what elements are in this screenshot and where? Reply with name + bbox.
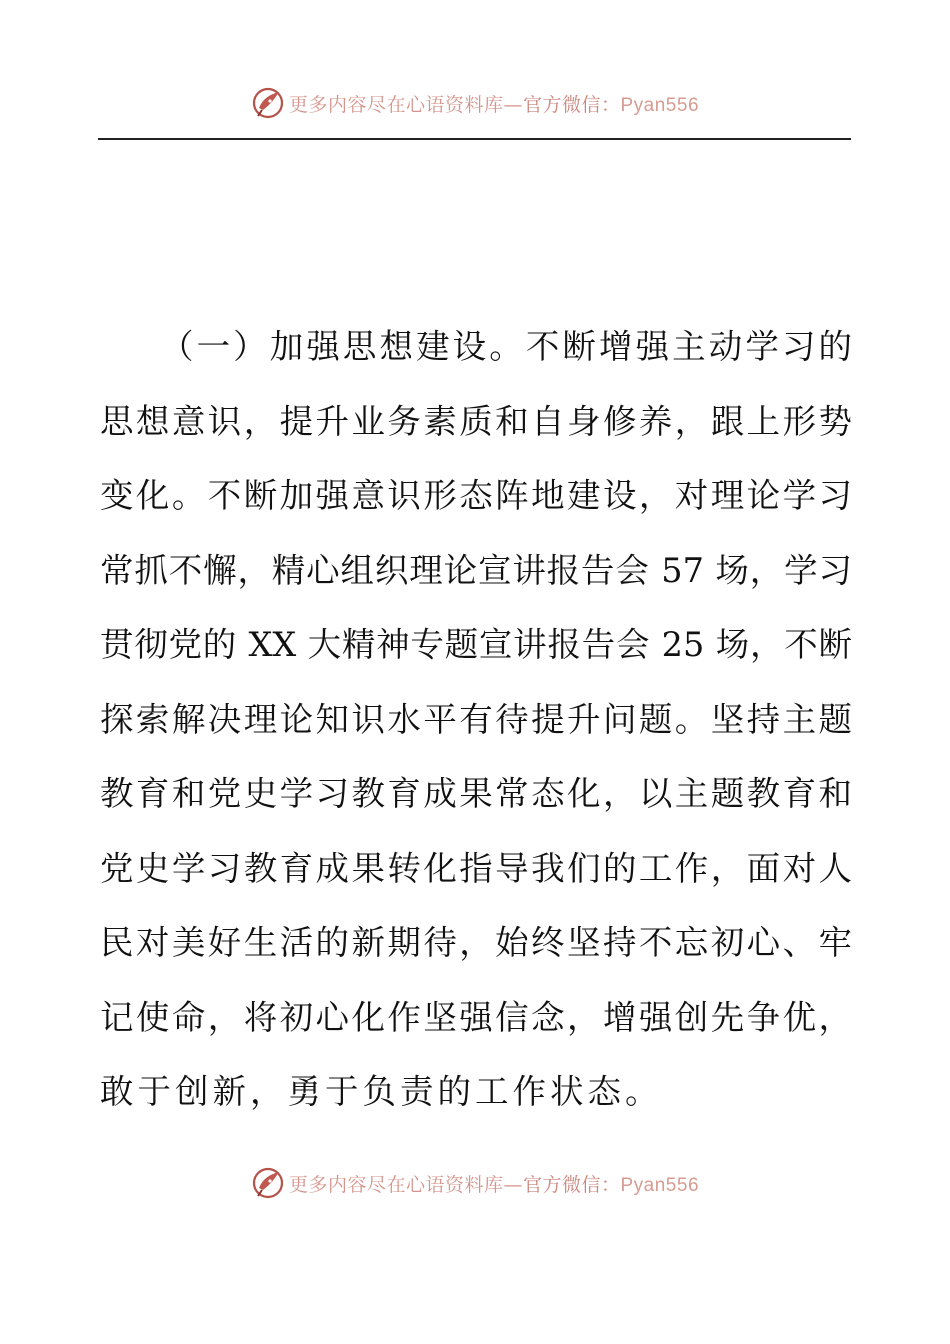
paragraph-line: 变化。不断加强意识形态阵地建设，对理论学习 — [100, 476, 852, 515]
paragraph-line: 记使命，将初心化作坚强信念，增强创先争优， — [100, 997, 852, 1037]
header-banner-text — [289, 90, 699, 117]
paragraph-line: 教育和党史学习教育成果常态化，以主题教育和 — [100, 774, 852, 813]
paragraph-line: （一）加强思想建设。不断增强主动学习的 — [160, 327, 852, 366]
pen-nib-logo-icon — [251, 86, 285, 120]
footer-banner-text — [289, 1170, 699, 1197]
paragraph-line: 党史学习教育成果转化指导我们的工作，面对人 — [100, 848, 852, 888]
paragraph-line: 贯彻党的 XX 大精神专题宣讲报告会 25 场，不断 — [100, 625, 852, 664]
paragraph-line: 常抓不懈，精心组织理论宣讲报告会 57 场，学习 — [100, 550, 852, 590]
header-banner-title: 更多内容尽在心语资料库— — [288, 93, 523, 116]
paragraph-line: 思想意识，提升业务素质和自身修养，跟上形势 — [100, 401, 852, 441]
footer-wechat-id: Pyan556 — [620, 1174, 700, 1196]
footer-wechat-label: 官方微信： — [522, 1173, 621, 1196]
pen-nib-logo-icon — [251, 1166, 285, 1200]
paragraph-line: 敢于创新，勇于负责的工作状态。 — [100, 1072, 663, 1111]
header-divider — [98, 138, 851, 140]
header-wechat-label: 官方微信： — [522, 93, 621, 116]
paragraph-line: 探索解决理论知识水平有待提升问题。坚持主题 — [100, 699, 852, 739]
header-wechat-id: Pyan556 — [620, 94, 700, 116]
footer-banner-title: 更多内容尽在心语资料库— — [288, 1173, 523, 1196]
document-paragraph — [100, 310, 852, 1130]
paragraph-line: 民对美好生活的新期待，始终坚持不忘初心、牢 — [100, 923, 852, 962]
footer-banner — [0, 1163, 950, 1203]
header-banner — [0, 83, 950, 123]
